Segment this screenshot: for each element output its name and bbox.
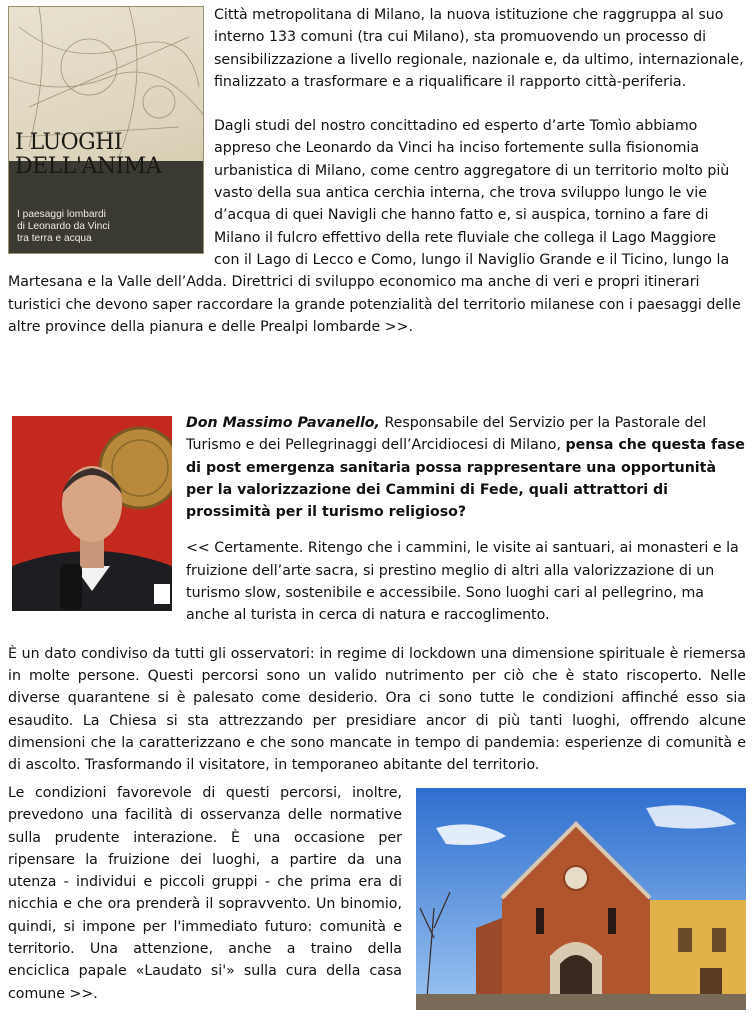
section-conditions [8,782,746,1014]
church-photo [416,788,746,1010]
church-drawing [416,788,746,1010]
paragraph-leonardo: Dagli studi del nostro concittadino ed esperto d’arte Tomìo abbiamo appreso che Leonardo da Vinci ha inciso fortemente sulla fisionomia urbanistica di Milano, come centro aggregatore di un territorio molto più vasto della sua antica cerchia interna, che trova sviluppo lungo le vie d’acqua di quei Navigli che hanno fatto e, si auspica, tornino a fare di Milano il fulcro effettivo della rete fluviale che collega il Lago Maggiore con il Lago di Lecco e Como, lungo il Naviglio Grande e il Ticino, lungo la Martesana e la Valle dell’Adda. Direttrici di sviluppo economico ma anche di veri e propri itinerari turistici che devono saper raccordare la grande potenzialità del territorio milanese con i paesaggi delle altre province della pianura e delle Prealpi lombarde >>. [8,118,741,335]
speaker-name: Don Massimo Pavanello, [186,415,380,431]
book-cover-image [8,6,204,254]
question-text: pensa che questa fase di post emergenza sanitaria possa rappresentare una opportunità per la valorizzazione dei Cammini di Fede, quali attrattori di prossimità per il turismo religioso? [186,437,745,521]
paragraph-conditions: Le condizioni favorevole di questi percorsi, inoltre, prevedono una facilità di osservanza delle normative sulla prudente interazione. È una occasione per ripensare la fruizione dei luoghi, a partire da una utenza - individui e piccoli gruppi - che prima era di nicchia e che ora prenderà il sopravvento. Un binomio, quindi, si impone per l'immediato futuro: comunità e territorio. Una attenzione, anche a traino della enciclica papale «Laudato si'» sulla cura della casa comune >>. [8,785,402,1002]
portrait-drawing [12,416,172,611]
book-subtitle: I paesaggi lombardi di Leonardo da Vinci tra terra e acqua [17,209,110,244]
answer-paragraph-2: È un dato condiviso da tutti gli osservatori: in regime di lockdown una dimensione spirituale è riemersa in molte persone. Questi percorsi sono un valido nutrimento per ciò che è stato riscoperto. Nelle diverse quarantene si è palesato come desiderio. Ora ci sono tutte le condizioni affinché esso sia esaudito. La Chiesa si sta attrezzando per presidiare ancor di più tanti luoghi, offrendo alcune dimensioni che la caratterizzano e che sono mancate in tempo di pandemia: esperienze di comunità e di ascolto. Trasformando il visitatore, in temporaneo abitante del territorio. [8,645,746,774]
portrait-photo [12,416,172,611]
section-leonardo [8,4,746,360]
book-title: I LUOGHI DELL'ANIMA [15,130,162,179]
answer-paragraph-1: << Certamente. Ritengo che i cammini, le visite ai santuari, ai monasteri e la fruizione dell’arte sacra, si prestino meglio di altri alla valorizzazione di un turismo slow, sostenibile e accessibile. Sono luoghi cari al pellegrino, ma anche al turista in cerca di natura e raccoglimento. [186,540,739,624]
paragraph-intro: Città metropolitana di Milano, la nuova istituzione che raggruppa al suo interno 133 comuni (tra cui Milano), sta promuovendo un processo di sensibilizzazione a livello regionale, nazionale e, da ultimo, internazionale, finalizzato a trasformare e a riqualificare il rapporto città-periferia. [214,7,744,90]
section-interview [8,412,746,790]
speaker-role: Responsabile del Servizio per la Pastorale del Turismo e dei Pellegrinaggi dell’Arcidiocesi di Milano, [186,415,707,454]
